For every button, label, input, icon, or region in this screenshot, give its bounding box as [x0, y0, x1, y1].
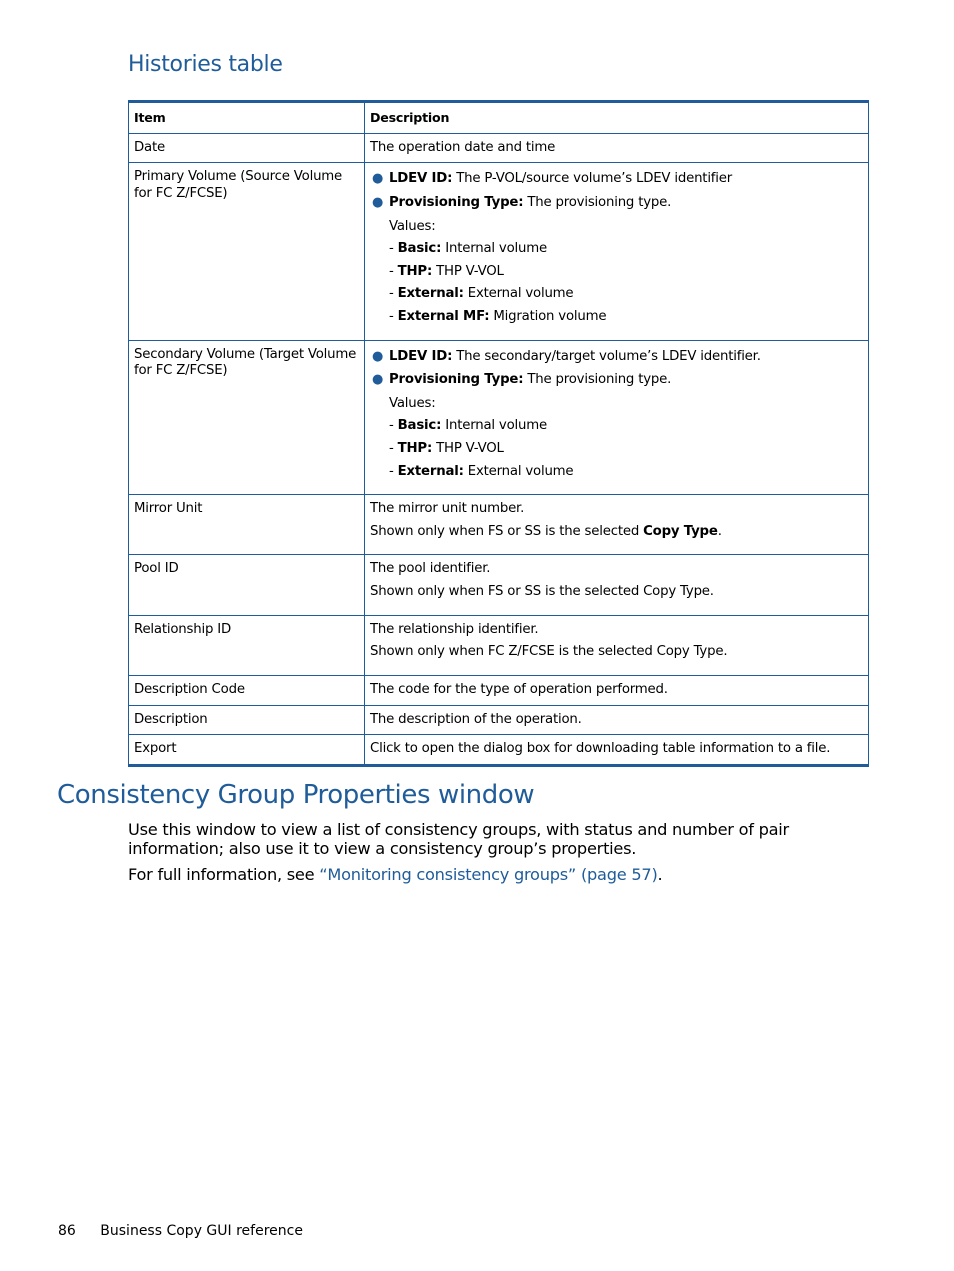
- table-row: [129, 675, 869, 705]
- description-line: The pool identifier.: [370, 561, 491, 577]
- item-cell: Date: [129, 133, 365, 163]
- histories-table: [128, 100, 869, 767]
- term-label: LDEV ID:: [389, 171, 453, 187]
- text-span: For full information, see: [128, 865, 320, 884]
- table-header-row: [129, 102, 869, 134]
- value-item: - External MF: Migration volume: [389, 309, 607, 324]
- bullet-icon: ●: [372, 348, 384, 364]
- bullet-icon: ●: [372, 171, 384, 187]
- table-row: [129, 555, 869, 615]
- table-row: [129, 615, 869, 675]
- list-item: [372, 194, 863, 212]
- value-text: THP V-VOL: [432, 441, 504, 457]
- term-text: The secondary/target volume’s LDEV identifier.: [452, 348, 761, 364]
- value-label: External:: [397, 463, 464, 479]
- value-label: THP:: [397, 441, 433, 457]
- bullet-icon: ●: [372, 372, 384, 388]
- value-item: - External: External volume: [389, 463, 574, 479]
- section-title: Consistency Group Properties window: [57, 780, 535, 810]
- description-cell: The operation date and time: [365, 133, 869, 163]
- description-cell: [365, 340, 869, 495]
- table-row: [129, 163, 869, 340]
- values-label: Values:: [389, 395, 436, 411]
- description-line: [370, 524, 863, 541]
- description-line: The relationship identifier.: [370, 621, 539, 637]
- bold-term: Copy Type: [643, 523, 718, 539]
- description-line: Shown only when FC Z/FCSE is the selected Copy Type.: [370, 644, 728, 660]
- value-text: External volume: [463, 286, 574, 302]
- value-text: Internal volume: [441, 241, 547, 257]
- footer-title: Business Copy GUI reference: [100, 1223, 303, 1239]
- item-cell: Export: [129, 735, 365, 766]
- description-line: Shown only when FS or SS is the selected Copy Type.: [370, 584, 714, 600]
- text-span: .: [657, 865, 663, 884]
- value-label: Basic:: [397, 241, 442, 257]
- value-item: - Basic: Internal volume: [389, 418, 547, 434]
- list-item: [372, 372, 863, 389]
- column-header-item: Item: [129, 102, 365, 134]
- term-label: LDEV ID:: [389, 348, 453, 364]
- bullet-list: [370, 171, 863, 211]
- value-item: - Basic: Internal volume: [389, 241, 547, 257]
- description-cell: [365, 163, 869, 340]
- description-cell: [365, 495, 869, 555]
- term-label: Provisioning Type:: [389, 372, 524, 388]
- value-item: - External: External volume: [389, 286, 574, 302]
- item-cell: Description: [129, 705, 365, 735]
- table-row: [129, 340, 869, 495]
- value-label: External:: [397, 286, 464, 302]
- value-item: - THP: THP V-VOL: [389, 263, 504, 279]
- description-cell: The code for the type of operation performed.: [365, 675, 869, 705]
- value-label: THP:: [397, 263, 433, 279]
- item-cell: Secondary Volume (Target Volume for FC Z/FCSE): [129, 340, 365, 495]
- description-line: The mirror unit number.: [370, 501, 525, 517]
- item-cell: Primary Volume (Source Volume for FC Z/FCSE): [129, 163, 365, 340]
- term-text: The provisioning type.: [523, 372, 672, 388]
- description-cell: [365, 615, 869, 675]
- term-text: The provisioning type.: [523, 194, 672, 210]
- description-cell: The description of the operation.: [365, 705, 869, 735]
- reference-paragraph: [128, 865, 868, 884]
- table-row: [129, 495, 869, 555]
- description-cell: [365, 555, 869, 615]
- table-row: [129, 133, 869, 163]
- value-text: THP V-VOL: [432, 263, 504, 279]
- values-label: Values:: [389, 218, 436, 234]
- item-cell: Mirror Unit: [129, 495, 365, 555]
- table-row: [129, 705, 869, 735]
- value-text: Migration volume: [489, 309, 607, 324]
- intro-paragraph: Use this window to view a list of consistency groups, with status and number of pair information; also use it to view a consistency group’s properties.: [128, 820, 789, 858]
- term-text: The P-VOL/source volume’s LDEV identifier: [452, 171, 733, 187]
- text-span: Shown only when FS or SS is the selected: [370, 523, 644, 539]
- subheading-histories-table: Histories table: [128, 52, 283, 77]
- item-cell: Pool ID: [129, 555, 365, 615]
- value-text: Internal volume: [441, 418, 547, 434]
- item-cell: Description Code: [129, 675, 365, 705]
- page-footer: [58, 1223, 303, 1239]
- item-cell: Relationship ID: [129, 615, 365, 675]
- table-row: [129, 735, 869, 766]
- list-item: [372, 171, 863, 188]
- bullet-icon: ●: [372, 194, 384, 210]
- value-label: External MF:: [397, 309, 490, 324]
- value-item: - THP: THP V-VOL: [389, 441, 504, 457]
- value-label: Basic:: [397, 418, 442, 434]
- term-label: Provisioning Type:: [389, 194, 524, 210]
- list-item: [372, 348, 863, 366]
- page-number: 86: [58, 1223, 76, 1239]
- value-text: External volume: [463, 463, 574, 479]
- description-cell: Click to open the dialog box for downloading table information to a file.: [365, 735, 869, 766]
- text-span: .: [717, 523, 722, 539]
- bullet-list: [370, 349, 863, 389]
- monitoring-consistency-groups-link[interactable]: “Monitoring consistency groups” (page 57): [319, 865, 658, 884]
- column-header-description: Description: [365, 102, 869, 134]
